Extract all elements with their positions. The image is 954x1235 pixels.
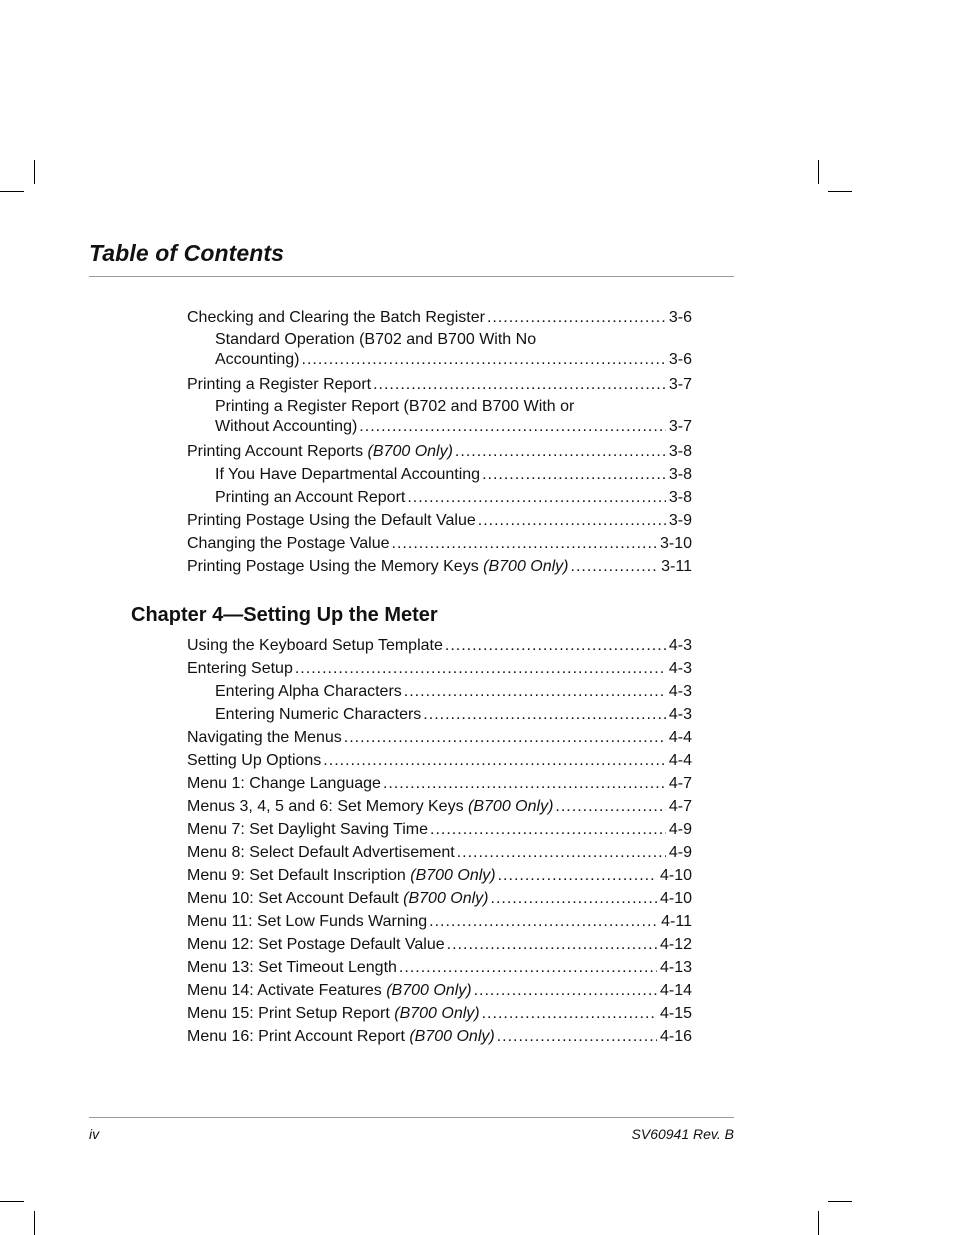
dot-leader [571,555,659,578]
header-rule [89,276,734,277]
toc-entry-text: Printing a Register Report [187,376,372,393]
toc-entry-title [187,555,569,578]
toc-entry[interactable] [187,818,692,841]
toc-entry-text: Menu 14: Activate Features [187,982,387,999]
toc-entry-text: Menu 9: Set Default Inscription [187,867,411,884]
toc-entry-text: Printing Postage Using the Default Value [187,512,476,529]
toc-page-number: 4-9 [668,821,692,838]
dot-leader [497,1025,657,1048]
dot-leader [302,350,666,370]
toc-entry-title [187,634,443,657]
toc-page-number: 3-8 [668,443,692,460]
dot-leader [392,532,657,555]
toc-entry-qualifier: (B700 Only) [367,443,453,460]
toc-entry-title [187,933,445,956]
toc-page-number: 4-15 [659,1005,692,1022]
dot-leader [344,726,666,749]
toc-entry[interactable] [187,396,692,440]
dot-leader [474,979,657,1002]
toc-page-number: 4-9 [668,844,692,861]
toc-entry-text: Menu 10: Set Account Default [187,890,404,907]
toc-entry[interactable] [187,1025,692,1048]
toc-page-number: 4-3 [668,706,692,723]
toc-entry-title [187,956,397,979]
toc-entry-title [187,772,381,795]
toc-page-number: 4-10 [659,867,692,884]
toc-entry-text-cont: Without Accounting) [215,418,358,435]
toc-entry-title [187,440,453,463]
toc-entry[interactable] [187,703,692,726]
toc-entry[interactable] [187,979,692,1002]
toc-entry-qualifier: (B700 Only) [386,982,472,999]
dot-leader [383,772,666,795]
toc-entry[interactable] [187,509,692,532]
toc-list [187,306,692,578]
toc-entry-title [187,864,496,887]
dot-leader [373,373,666,396]
toc-entry-qualifier: (B700 Only) [403,890,489,907]
dot-leader [445,634,666,657]
toc-entry-title [187,509,476,532]
toc-entry[interactable] [187,463,692,486]
toc-entry-text: Menu 7: Set Daylight Saving Time [187,821,429,838]
toc-entry-title [187,910,427,933]
dot-leader [491,887,657,910]
toc-entry-text: Menu 1: Change Language [187,775,381,792]
dot-leader [423,703,666,726]
footer-doc-id: SV60941 Rev. B [631,1126,734,1142]
toc-entry-text: Printing Postage Using the Memory Keys [187,558,484,575]
toc-entry[interactable] [187,910,692,933]
dot-leader [455,440,666,463]
toc-entry[interactable] [187,440,692,463]
toc-page-number: 3-7 [668,376,692,393]
toc-entry[interactable] [187,749,692,772]
toc-entry-title [215,703,421,726]
toc-entry-text: Entering Numeric Characters [215,706,422,723]
toc-page-number: 4-16 [659,1028,692,1045]
dot-leader [447,933,657,956]
toc-page-number: 3-7 [668,418,692,435]
dot-leader [399,956,657,979]
dot-leader [498,864,657,887]
toc-entry-title [215,463,480,486]
toc-entry[interactable] [187,795,692,818]
crop-mark [818,160,819,184]
dot-leader [487,306,666,329]
toc-entry[interactable] [187,864,692,887]
toc-entry[interactable] [187,634,692,657]
dot-leader [482,1002,657,1025]
toc-entry-text: Menus 3, 4, 5 and 6: Set Memory Keys [187,798,469,815]
dot-leader [429,910,658,933]
toc-page-number: 4-11 [661,913,692,930]
footer-rule [89,1117,734,1118]
crop-mark [0,191,24,192]
toc-entry[interactable] [187,306,692,329]
toc-entry-title [215,486,405,509]
toc-entry[interactable] [187,933,692,956]
crop-mark [828,191,852,192]
toc-entry-qualifier: (B700 Only) [394,1005,480,1022]
toc-entry-title [187,657,293,680]
toc-entry[interactable] [187,772,692,795]
toc-page-number: 4-13 [659,959,692,976]
toc-page-number: 4-14 [659,982,692,999]
dot-leader [555,795,665,818]
dot-leader [457,841,666,864]
toc-page-number: 4-7 [668,798,692,815]
toc-entry-text: Menu 13: Set Timeout Length [187,959,397,976]
toc-page-number: 3-6 [668,351,692,368]
dot-leader [478,509,666,532]
toc-entry[interactable] [187,373,692,396]
toc-entry-text: Printing Account Reports [187,443,368,460]
toc-entry-text-cont: Accounting) [215,351,300,368]
toc-entry[interactable] [187,1002,692,1025]
toc-entry-title [187,726,342,749]
toc-entry-title [187,979,472,1002]
toc-page-number: 3-8 [668,466,692,483]
dot-leader [323,749,666,772]
toc-list [187,634,692,1048]
toc-entry-text: Standard Operation (B702 and B700 With No [215,331,537,348]
toc-entry-qualifier: (B700 Only) [468,798,554,815]
toc-page-number: 4-7 [668,775,692,792]
toc-page-number: 4-3 [668,683,692,700]
toc-entry[interactable] [187,887,692,910]
toc-page-number: 3-9 [668,512,692,529]
toc-entry-title [187,306,485,329]
toc-page-number: 3-10 [659,535,692,552]
toc-page-number: 4-4 [668,752,692,769]
dot-leader [482,463,666,486]
toc-entry-text: Using the Keyboard Setup Template [187,637,443,654]
toc-entry[interactable] [187,726,692,749]
toc-page-number: 4-12 [659,936,692,953]
toc-entry-text: Printing a Register Report (B702 and B700 With or [215,398,575,415]
chapter-heading: Chapter 4—Setting Up the Meter [131,604,438,626]
toc-entry-qualifier: (B700 Only) [409,1028,495,1045]
toc-entry-title [187,1002,480,1025]
crop-mark [828,1201,852,1202]
toc-entry-text: Changing the Postage Value [187,535,390,552]
toc-page-number: 3-11 [661,558,692,575]
toc-entry-text: Menu 15: Print Setup Report [187,1005,395,1022]
toc-entry-title [187,887,489,910]
toc-entry-title [187,1025,495,1048]
dot-leader [407,486,666,509]
toc-entry-text: Checking and Clearing the Batch Register [187,309,485,326]
toc-entry-text: Printing an Account Report [215,489,406,506]
toc-entry-qualifier: (B700 Only) [483,558,569,575]
toc-page-number: 3-6 [668,309,692,326]
toc-entry-title [187,818,428,841]
toc-entry-text: If You Have Departmental Accounting [215,466,481,483]
toc-page-number: 4-3 [668,637,692,654]
toc-entry-title [187,841,455,864]
crop-mark [818,1211,819,1235]
toc-entry-text: Menu 12: Set Postage Default Value [187,936,445,953]
crop-mark [0,1201,24,1202]
toc-entry[interactable] [187,329,692,373]
footer-page-number: iv [89,1126,100,1142]
toc-entry[interactable] [187,532,692,555]
crop-mark [34,1211,35,1235]
toc-page-number: 3-8 [668,489,692,506]
dot-leader [359,417,666,437]
dot-leader [430,818,666,841]
toc-entry-text: Entering Setup [187,660,293,677]
toc-entry-title [187,749,321,772]
dot-leader [295,657,666,680]
toc-entry-title [187,795,553,818]
crop-mark [34,160,35,184]
toc-entry[interactable] [187,555,692,578]
toc-page-number: 4-3 [668,660,692,677]
dot-leader [404,680,666,703]
toc-entry-text: Menu 11: Set Low Funds Warning [187,913,428,930]
toc-entry[interactable] [187,486,692,509]
page-title: Table of Contents [89,240,285,266]
toc-entry[interactable] [187,841,692,864]
toc-entry-text: Menu 16: Print Account Report [187,1028,410,1045]
toc-entry[interactable] [187,680,692,703]
toc-entry[interactable] [187,657,692,680]
toc-page-number: 4-10 [659,890,692,907]
toc-page-number: 4-4 [668,729,692,746]
toc-entry-title [187,373,371,396]
toc-entry-text: Menu 8: Select Default Advertisement [187,844,455,861]
toc-entry-qualifier: (B700 Only) [410,867,496,884]
toc-entry-title [187,532,390,555]
toc-entry[interactable] [187,956,692,979]
toc-entry-title [215,680,402,703]
toc-entry-text: Navigating the Menus [187,729,342,746]
toc-entry-text: Entering Alpha Characters [215,683,402,700]
toc-entry-text: Setting Up Options [187,752,322,769]
